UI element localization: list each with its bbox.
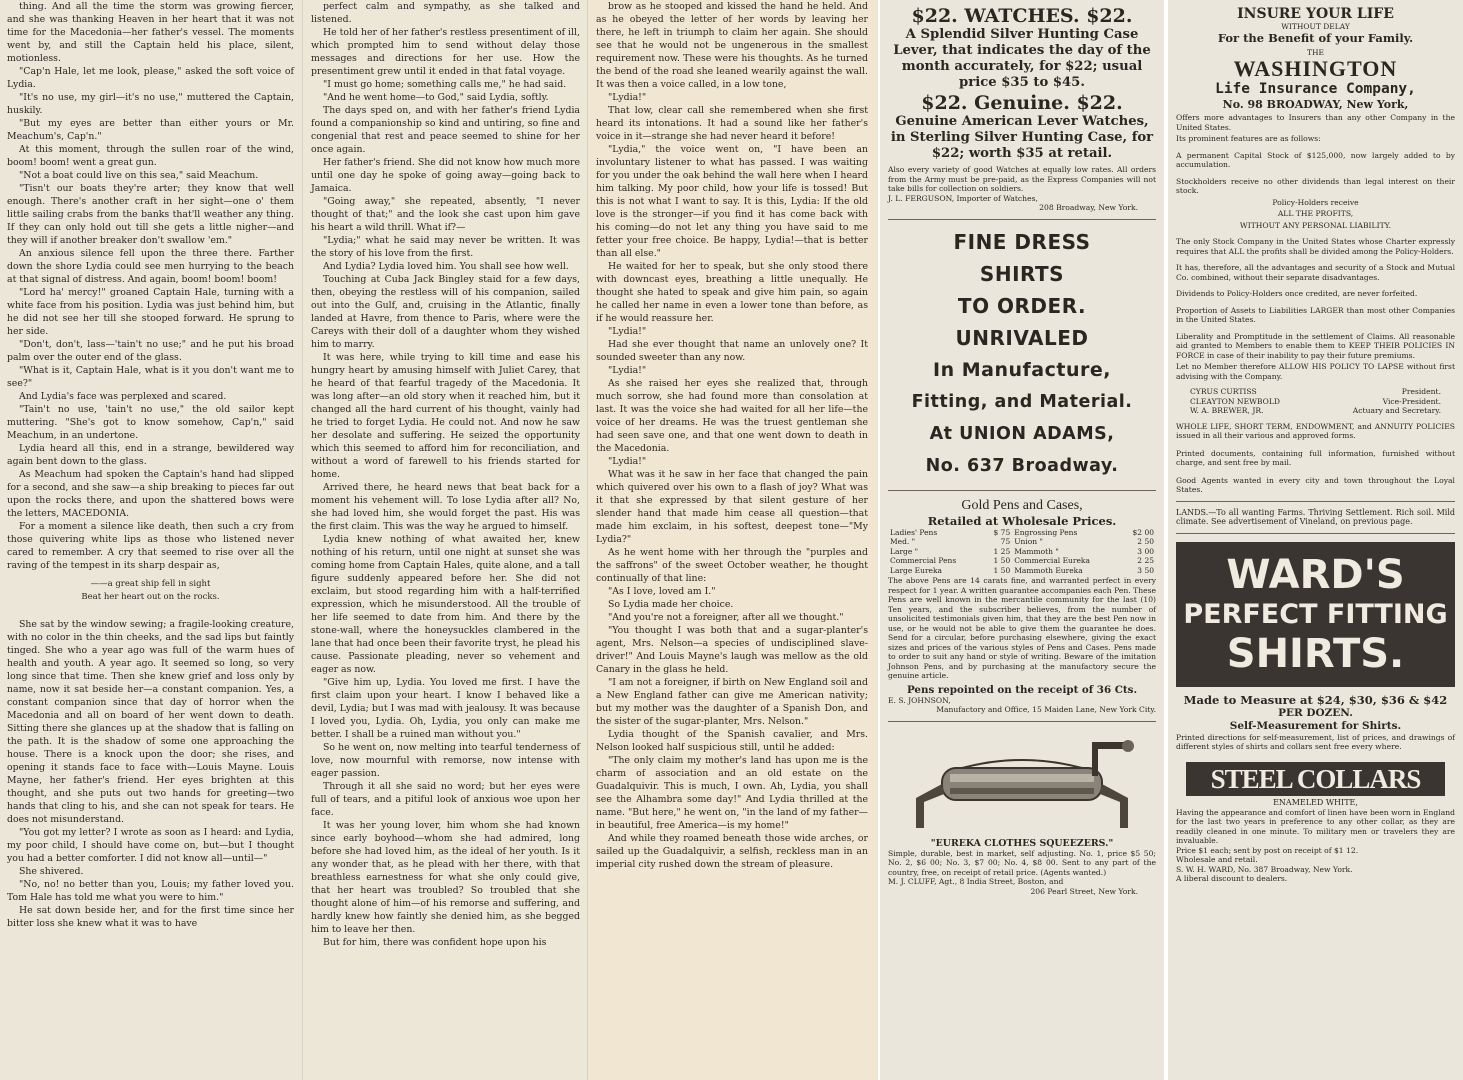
wards-banner-line: SHIRTS. [1226,630,1405,677]
insurance-feature: Its prominent features are as follows: [1176,134,1321,143]
insurance-features [1176,134,1455,381]
insurance-feature: Liberality and Promptitude in the settlement of Claims. All reasonable aid granted to Members to enable them to KEEP THEIR POLICIES IN FORCE in case of their inability to pay their future premiums. [1176,331,1455,360]
story-paragraph: So Lydia made her choice. [608,599,734,610]
table-cell: Ladies' Pens [890,527,938,537]
story-paragraph: "Tain't no use, 'tain't no use," the old sailor kept muttering. "She's got to know somehow, Cap'n," said Meachum, in an undertone. [7,404,294,441]
table-cell: 1 50 [993,556,1011,565]
story-paragraph: And Lydia? Lydia loved him. You shall see how well. [323,261,569,272]
wards-shirts-banner [1176,542,1455,687]
story-paragraph: "And you're not a foreigner, after all we thought." [608,612,844,623]
steel-collars-banner: STEEL COLLARS [1186,762,1445,796]
squeezer-body: Simple, durable, best in market, self adjusting. No. 1, price $5 50; No. 2, $6 00; No. 3, $7 00; No. 4, $8 00. Sent to any part of the country, free, on receipt of retail price. (Agents wanted.) [888,848,1156,877]
insurance-company-name: WASHINGTON [1233,56,1398,81]
advertisement-column-1 [880,0,1164,1080]
insurance-feature: ALL THE PROFITS, [1277,209,1354,218]
watch-ad-body: A Splendid Silver Hunting Case Lever, that indicates the day of the month accurately, for $22; usual price $35 to $45. [893,27,1151,90]
story-paragraph: So he went on, now melting into tearful tenderness of love, now mournful with remorse, now intense with eager passion. [311,742,580,779]
insurance-address: No. 98 BROADWAY, New York, [1222,98,1409,111]
wards-body: Printed directions for self-measurement, list of prices, and drawings of different styles of shirts and collars sent free every where. [1176,732,1455,751]
table-cell: Mammoth " [1014,546,1059,556]
story-paragraph: "It's no use, my girl—it's no use," muttered the Captain, huskily. [7,92,294,116]
officer-name: CLEAYTON NEWBOLD [1190,396,1281,406]
officer-name: CYRUS CURTISS [1190,387,1257,396]
story-paragraph: But for him, there was confident hope upon his [323,937,547,948]
story-paragraph: "Tisn't our boats they're arter; they know that well enough. There's another craft in her sight—one o' them little sailing crabs from the banks that'll weather any thing. If they can only hold out till she gets a little nigher—and they will if another breaker don't swallow 'em." [7,183,294,246]
story-paragraph: Lydia thought of the Spanish cavalier, and Mrs. Nelson looked half suspicious still, until he added: [596,729,868,753]
squeezer-heading: "EUREKA CLOTHES SQUEEZERS." [930,837,1114,849]
wards-price: Made to Measure at $24, $30, $36 & $42 [1183,692,1448,707]
ad-divider [888,490,1156,491]
story-paragraph: As he went home with her through the "purples and the saffrons" of the sweet October weather, he thought continually of that line: [596,547,868,584]
ad-divider [888,219,1156,220]
table-cell: Large Eureka [890,565,943,575]
insurance-feature: The only Stock Company in the United States whose Charter expressly requires that ALL the profits shall be divided among the Policy-Holders. [1176,237,1455,256]
table-cell: 3 00 [1137,546,1154,556]
squeezer-address: 206 Pearl Street, New York. [1030,886,1138,896]
table-row [888,566,1156,576]
column-3-paragraphs [596,0,868,871]
story-column-3 [588,0,878,1080]
story-paragraph: "Lord ha' mercy!" groaned Captain Hale, turning with a white face from his position. Lydia was just behind him, but he did not see her till she stooped forward. He sprung to her side. [7,287,294,337]
insurance-officer [1176,387,1455,397]
story-paragraph: What was it he saw in her face that changed the pain which quivered over his own to a flash of joy? What was it that she expressed by that silent gesture of her slender hand that made him cease all question—that made him exclaim, in his softest, deepest tone—"My Lydia?" [596,469,868,545]
table-cell: Mammoth Eureka [1014,565,1083,575]
story-paragraph: It was here, while trying to kill time and ease his hungry heart by amusing himself with Juliet Carey, that he heard of that fearful tragedy of the Macedonia. It was long after—an old story when it reached him, but it changed all the hard current of his thought, vainly had he tried to forget Lydia. He could not. And now he saw her desolate and suffering. He seized the opportunity which this seemed to afford him for reconciliation, and without a word of farewell to his friends started for home. [311,352,580,480]
insurance-feature: WITHOUT ANY PERSONAL LIABILITY. [1239,220,1392,230]
watch-ad-signature: J. L. FERGUSON, Importer of Watches, [888,193,1038,203]
steel-collars-subheading: ENAMELED WHITE, [1273,797,1358,807]
dress-shirts-line: In Manufacture, [933,358,1111,381]
story-paragraph: An anxious silence fell upon the three there. Farther down the shore Lydia could see men hurrying to the beach at that signal of distress. And again, boom! boom! boom! [7,248,294,285]
story-paragraph: As she raised her eyes she realized that, through much sorrow, she had found more than consolation at last. It was the voice she had waited for all her life—the voice of her dreams. He was the truest gentleman she had seen save one, and that one went down to death in the Macedonia. [596,378,868,454]
insurance-officer [1176,406,1455,416]
story-paragraph: "Going away," she repeated, absently, "I never thought of that;" and the look she cast upon him gave his heart a wild thrill. What if?— [311,196,580,233]
story-paragraph: "What is it, Captain Hale, what is it you don't want me to see?" [7,365,294,389]
dress-shirts-ad [888,226,1156,482]
story-paragraph: It was her young lover, him whom she had known since early boyhood—whom she had admired, long before she had loved him, as the ideal of her youth. Is it any wonder that, as he plead with her there, with that breathless earnestness for what she only could give, that her heart was troubled? So troubled that she thought alone of him—of his remorse and suffering, and hardly knew how faintly she denied him, as she begged him to leave her then. [311,820,580,935]
story-paragraph: And while they roamed beneath those wide arches, or sailed up the Guadalquivir, a selfish, reckless man in an imperial city rushed down the stream of pleasure. [596,833,868,870]
lands-ad: LANDS.—To all wanting Farms. Thriving Settlement. Rich soil. Mild climate. See advertisement of Vineland, on previous page. [1176,507,1455,526]
watch-ad-heading: $22. WATCHES. $22. [911,5,1133,27]
insurance-feature: Policy-Holders receive [1272,197,1359,207]
story-paragraph: "No, no! no better than you, Louis; my father loved you. Tom Hale has told me what you were to him." [7,879,294,903]
story-paragraph: "Not a boat could live on this sea," said Meachum. [19,170,259,181]
story-paragraph: "Lydia;" what he said may never be written. It was the story of his love from the first. [311,235,580,259]
story-paragraph: "I am not a foreigner, if birth on New England soil and a New England father can give me American nativity; but my mother was the daughter of a Spanish Don, and the sister of the sugar-planter, Mrs. Nelson." [596,677,868,727]
story-paragraph: That low, clear call she remembered when she first heard its intonations. It had a sound like her father's voice in it—strange she had never heard it before! [596,105,868,142]
story-paragraph: "Lydia!" [608,326,647,337]
story-paragraph: Her father's friend. She did not know how much more until one day he spoke of going away—going back to Jamaica. [311,157,580,194]
officer-title: Actuary and Secretary. [1352,406,1441,415]
steel-collars-wholesale: Wholesale and retail. [1176,855,1258,864]
insurance-tagline: For the Benefit of your Family. [1217,31,1414,45]
insurance-company-line: Life Insurance Company, [1215,81,1416,97]
poem-quote: ——a great ship fell in sight Beat her heart out on the rocks. [81,579,220,602]
story-paragraph: "Cap'n Hale, let me look, please," asked the soft voice of Lydia. [7,66,294,90]
dress-shirts-line: UNRIVALED [955,325,1089,350]
dress-shirts-line: No. 637 Broadway. [925,455,1119,476]
table-cell: 3 50 [1137,565,1154,575]
story-paragraph: "Lydia!" [608,92,647,103]
table-cell: Engrossing Pens [1014,527,1078,537]
clothes-squeezer-illustration [902,728,1142,836]
gold-pens-heading: Gold Pens and Cases, [961,497,1083,513]
insurance-feature: Dividends to Policy-Holders once credited, are never forfeited. [1176,289,1418,298]
table-cell: 75 [1000,537,1011,546]
ad-divider [1176,501,1455,502]
story-paragraph: As Meachum had spoken the Captain's hand had slipped for a second, and she saw—a ship breaking to pieces far out upon the rocks there, and upon the shattered bows were the letters, MACEDONIA. [7,469,294,519]
dress-shirts-line: TO ORDER. [957,293,1087,318]
insurance-subheading: WITHOUT DELAY [1281,22,1350,31]
story-paragraph: The days sped on, and with her father's friend Lydia found a companionship so kind and untiring, so fine and congenial that rest and peace seemed to shine for her once again. [311,105,580,155]
gold-pens-address: Manufactory and Office, 15 Maiden Lane, New York City. [936,705,1156,714]
squeezer-signature: M. J. CLUFF, Agt., 8 India Street, Boston, and [888,877,1064,886]
steel-collars-signature: S. W. H. WARD, No. 387 Broadway, New York. [1176,864,1353,874]
wards-banner-line: WARD'S [1226,551,1405,598]
story-paragraph: brow as he stooped and kissed the hand he held. And as he obeyed the letter of her words by leaving her there, he left in triumph to claim her again. She should see that he would not be ungenerous in the smallest requirement now. These were his thoughts. As he turned the bend of the road she leaned wearily against the wall. It was then a voice called, in a low tone, [596,1,868,90]
watch-ad-address: 208 Broadway, New York. [1039,203,1138,212]
story-paragraph: Lydia heard all this, end in a strange, bewildered way again bent down to the glass. [7,443,294,467]
table-cell: Commercial Pens [890,556,957,565]
story-paragraph: "Don't, don't, lass—'tain't no use;" and he put his broad palm over the outer end of the glass. [7,339,294,363]
insurance-agents: Good Agents wanted in every city and town throughout the Loyal States. [1176,475,1455,494]
story-paragraph: And Lydia's face was perplexed and scared. [19,391,227,402]
ad-divider [1176,533,1455,534]
insurance-feature: It has, therefore, all the advantages and security of a Stock and Mutual Co. combined, without their separate disadvantages. [1176,263,1455,282]
officer-title: Vice-President. [1382,396,1441,406]
table-cell: $ 75 [993,527,1011,537]
ad-divider [888,721,1156,722]
steel-collars-price: Price $1 each; sent by post on receipt of $1 12. [1176,845,1359,855]
story-paragraph: She sat by the window sewing; a fragile-looking creature, with no color in the thin cheeks, and the sad lips but faintly tinged. She who a year ago was full of the warm hues of health and youth. A year ago. It seemed so long, so very long since that time. Then she knew grief and loss only by name, now it sat beside her—a constant companion. Yes, a constant companion since that day of horror when the Macedonia and all on board of her went down to death. Sitting there she glances up at the shadow that is falling on the path. It is the shadow of some one approaching the house. There is a knock upon the door; she rises, and opening it stands face to face with—Louis Mayne. Louis Mayne, her father's friend. Her eyes brighten at this thought, and she puts out two hands for greeting—two hands that cling to his, and she can not speak for tears. He does not misunderstand. [7,619,294,825]
story-paragraph: "I must go home; something calls me," he had said. [323,79,567,90]
column-2-paragraphs [311,0,580,949]
wards-per-dozen: PER DOZEN. [1278,706,1353,719]
gold-pens-subheading: Retailed at Wholesale Prices. [927,513,1117,528]
story-paragraph: Had she ever thought that name an unlovely one? It sounded sweeter than any now. [596,339,868,363]
story-paragraph: Arrived there, he heard news that beat back for a moment his vehement will. To lose Lydia after all? No, she had loved him, she would forget the past. His was the first claim. This was the way he argued to himself. [311,482,580,532]
watch-ad-note: Also every variety of good Watches at equally low rates. All orders from the Army must be pre-paid, as the Express Companies will not take bills for collection on soldiers. [888,165,1156,193]
gold-pens-repoint: Pens repointed on the receipt of 36 Cts. [906,683,1138,696]
table-cell: 1 25 [993,546,1011,556]
story-paragraph: "Lydia!" [608,456,647,467]
story-paragraph: thing. And all the time the storm was growing fiercer, and she was thanking Heaven in her heart that it was not time for the Macedonia—her father's vessel. The moments went by, and still the Captain held his place, silent, motionless. [7,1,294,64]
table-row [888,547,1156,557]
story-paragraph: He waited for her to speak, but she only stood there with downcast eyes, breathing a little unequally. He thought she hated to speak and give him pain, so again he called her name in even a lower tone than before, as if he would reassure her. [596,261,868,324]
table-cell: 2 50 [1137,537,1154,546]
officer-title: President. [1401,387,1441,396]
table-row [888,556,1156,566]
gold-pens-price-table [888,528,1156,576]
story-paragraph: Through it all she said no word; but her eyes were full of tears, and a pitiful look of anxious woe upon her face. [311,781,580,818]
story-column-2 [303,0,588,1080]
story-paragraph: For a moment a silence like death, then such a cry from those quivering white lips as those who listened never cared to remember. A cry that seemed to rise over all the raving of the tempest in its sharp despair as, [7,521,294,571]
wards-self-measurement: Self-Measurement for Shirts. [1229,719,1402,732]
story-paragraph: He sat down beside her, and for the first time since her bitter loss she knew what it was to have [7,905,294,929]
story-paragraph: Touching at Cuba Jack Bingley staid for a few days, then, obeying the restless will of his companion, sailed out into the Gulf, and, cruising in the Atlantic, finally landed at Havre, from thence to Paris, where were the Careys with their doll of a daughter whom they wished him to marry. [311,274,580,350]
table-cell: Commercial Eureka [1014,556,1090,565]
table-cell: Med. " [890,537,916,546]
watch-ad-heading-2: $22. Genuine. $22. [921,92,1123,114]
story-paragraph: "But my eyes are better than either yours or Mr. Meachum's, Cap'n." [7,118,294,142]
table-cell: 2 25 [1137,556,1154,565]
table-cell: Large " [890,546,919,556]
dress-shirts-line: FINE DRESS [953,229,1091,254]
insurance-feature: Let no Member therefore ALLOW HIS POLICY TO LAPSE without first advising with the Company. [1176,362,1455,381]
story-paragraph: "As I love, loved am I." [608,586,716,597]
insurance-officer [1176,397,1455,407]
steel-collars-discount: A liberal discount to dealers. [1176,874,1288,883]
insurance-feature: Stockholders receive no other dividends than legal interest on their stock. [1176,176,1455,195]
story-column-1 [0,0,303,1080]
insurance-the: THE [1306,48,1325,57]
story-paragraph: "And he went home—to God," said Lydia, softly. [323,92,549,103]
insurance-feature: A permanent Capital Stock of $125,000, now largely added to by accumulation. [1176,150,1455,169]
watch-ad-body-2: Genuine American Lever Watches, in Sterling Silver Hunting Case, for $22; worth $35 at retail. [890,114,1154,161]
insurance-printed-documents: Printed documents, containing full information, furnished without charge, and sent free by mail. [1176,448,1455,467]
column-1-paragraphs-continued [7,618,294,930]
table-cell: Union " [1014,537,1043,546]
dress-shirts-line: Fitting, and Material. [911,391,1133,412]
insurance-policies: WHOLE LIFE, SHORT TERM, ENDOWMENT, and ANNUITY POLICIES issued in all their various and approved forms. [1176,421,1455,440]
officer-name: W. A. BREWER, JR. [1190,406,1264,415]
story-paragraph: "Give him up, Lydia. You loved me first. I have the first claim upon your heart. I know I behaved like a devil, Lydia; but I was mad with jealousy. It was because I loved you, Lydia. Oh, Lydia, you only can make me better. I shall be a ruined man without you." [311,677,580,740]
story-paragraph: Lydia knew nothing of what awaited her, knew nothing of his return, until one night at sunset she was coming home from Captain Hales, quite alone, and a tall figure suddenly appeared before her. She did not exclaim, but stood regarding him with a half-terrified expression, which he misunderstood. All the trouble of her life seemed to date from him. And there by the stone-wall, where the honeysuckles clambered in the lane that had once been their favorite tryst, he plead his cause. Passionate pleading, never so vehement and eager as now. [311,534,580,675]
dress-shirts-line: SHIRTS [979,261,1065,286]
steel-collars-body: Having the appearance and comfort of linen have been worn in England for the last two years in preference to any other collar, as they are readily cleaned in one minute. To military men or travelers they are invaluable. [1176,807,1455,845]
insurance-intro: Offers more advantages to Insurers than any other Company in the United States. [1176,113,1455,132]
table-cell: $2 00 [1132,527,1154,537]
table-cell: 1 50 [993,565,1011,575]
advertisement-column-2 [1168,0,1463,1080]
story-paragraph: She shivered. [19,866,84,877]
wards-banner-line: PERFECT FITTING [1183,598,1448,630]
insurance-feature: Proportion of Assets to Liabilities LARGER than most other Companies in the United States. [1176,305,1455,324]
story-paragraph: "Lydia," the voice went on, "I have been an involuntary listener to what has passed. I was waiting for you under the oak behind the wall here when I heard him talking. My poor child, how your life is tossed! But this is not what I want to say. It is this, Lydia: If the old love is the stronger—if you find it has come back with his coming—do not let any thing you have said to me fetter your free choice. Be happy, Lydia!—that is better than all else." [596,144,868,259]
table-row [888,528,1156,538]
story-paragraph: "Lydia!" [608,365,647,376]
story-paragraph: perfect calm and sympathy, as she talked and listened. [311,1,580,25]
insurance-heading: INSURE YOUR LIFE [1237,6,1394,22]
story-paragraph: "You got my letter? I wrote as soon as I heard: and Lydia, my poor child, I should have come on, but—but I thought you had a better comforter. I did not know all—until—" [7,827,294,864]
story-paragraph: "The only claim my mother's land has upon me is the charm of association and an old estate on the Guadalquivir. This is much, I own. Ah, Lydia, you shall see the Alhambra some day!" And Lydia thrilled at the name. "But here," he went on, "in the land of my father—in beautiful, free America—is my home!" [596,755,868,831]
story-paragraph: He told her of her father's restless presentiment of ill, which prompted him to send without delay those messages and directions for her use. How the presentiment grew until it ended in that fatal voyage. [311,27,580,77]
gold-pens-signature: E. S. JOHNSON, [888,695,951,705]
dress-shirts-line: At UNION ADAMS, [929,423,1115,444]
gold-pens-body: The above Pens are 14 carats fine, and warranted perfect in every respect for 1 year. A written guarantee accompanies each Pen. These Pens are well known in the mercantile community for the last (10) Ten years, and the subscriber believes, from the number of unsolicited testimonials given him, that they are the best Pen now in use, or he would not be able to give them the guarantee he does. Send for a circular, before purchasing elsewhere, giving the exact sizes and prices of the various styles of Pens and Cases. Pens made to order to suit any hand or style of writing. Beware of the imitation Johnson Pens, and by purchasing at the manufactory secure the genuine article. [888,576,1156,680]
story-paragraph: "You thought I was both that and a sugar-planter's agent, Mrs. Nelson—a species of undisciplined slave-driver!" And Louis Mayne's laugh was mellow as the old Canary in the glass he held. [596,625,868,675]
column-1-paragraphs [7,0,294,572]
table-row [888,537,1156,547]
story-paragraph: At this moment, through the sullen roar of the wind, boom! boom! went a great gun. [7,144,294,168]
insurance-officers [1176,387,1455,416]
